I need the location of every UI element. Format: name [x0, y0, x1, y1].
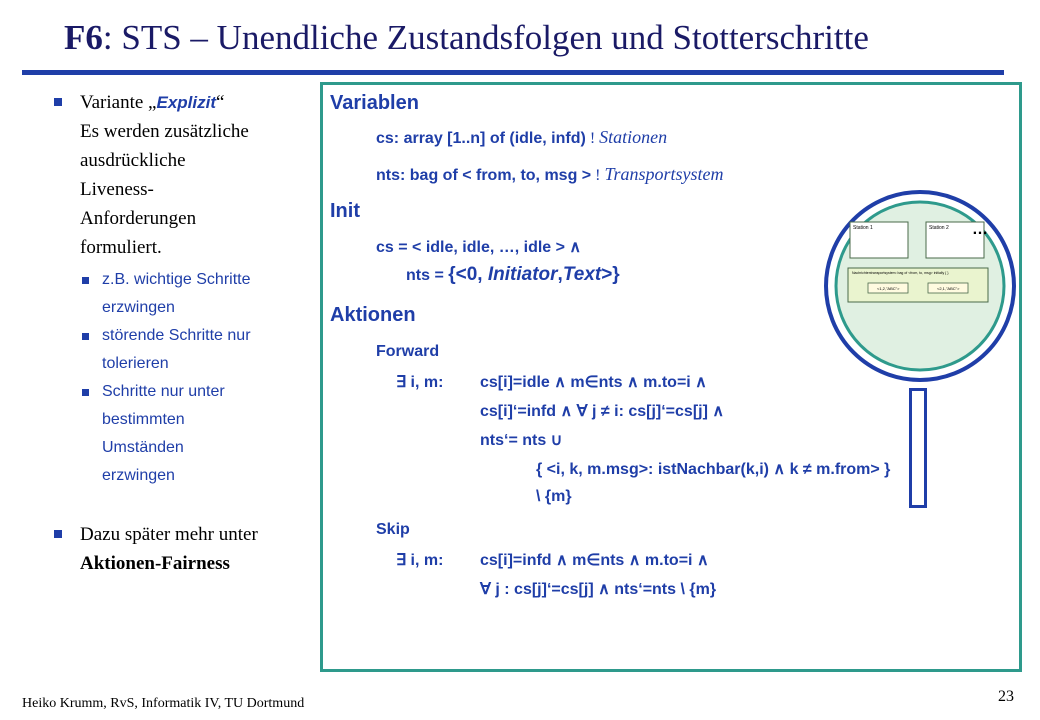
skip-quantifier: ∃ i, m: — [396, 552, 444, 569]
bullet-text-line: Liveness- — [80, 179, 154, 200]
heading-aktionen: Aktionen — [330, 304, 416, 326]
magnifier-icon — [822, 182, 1018, 392]
bullet-dazu-line1: Dazu später mehr unter — [80, 524, 258, 545]
forward-line: cs[i]‘=infd ∧ ∀ j ≠ i: cs[j]‘=cs[j] ∧ — [480, 403, 725, 420]
sub-bullet-list — [80, 266, 316, 490]
slide-title-prefix: F6 — [64, 18, 103, 57]
sub-bullet-item: störende Schritte nur tolerieren — [80, 322, 316, 378]
magnifier-handle — [909, 388, 927, 508]
sub-bullet-item: z.B. wichtige Schritte erzwingen — [80, 266, 316, 322]
message-token: <2,1,"ABC"> — [937, 286, 960, 291]
skip-line: ∀ j : cs[j]‘=cs[j] ∧ nts‘=nts \ {m} — [480, 581, 717, 598]
sub-bullet-item: Schritte nur unter bestimmten Umständen erzwingen — [80, 378, 316, 490]
message-token: <1,2,"ABC"> — [877, 286, 900, 291]
footer-author: Heiko Krumm, RvS, Informatik IV, TU Dortmund — [22, 696, 305, 711]
slide-title — [64, 18, 869, 58]
sub-bullet-square-icon — [82, 333, 89, 340]
heading-variablen: Variablen — [330, 92, 419, 114]
bullet-dazu — [54, 520, 316, 578]
bullet-dazu-line2: Aktionen-Fairness — [80, 553, 230, 574]
forward-line: cs[i]=idle ∧ m∈nts ∧ m.to=i ∧ — [480, 374, 707, 391]
bullet-square-icon — [54, 530, 62, 538]
page-number: 23 — [998, 688, 1014, 705]
bullet-variante-pre: Variante „ — [80, 92, 157, 113]
stations-dots: … — [972, 221, 988, 238]
comment-stationen: Stationen — [599, 127, 668, 147]
forward-line: \ {m} — [536, 488, 572, 505]
forward-line: { <i, k, m.msg>: istNachbar(k,i) ∧ k ≠ m.from> } — [536, 461, 891, 478]
bullet-variante-post: “ — [216, 92, 225, 113]
keyword-explizit: Explizit — [156, 93, 216, 112]
action-skip-label: Skip — [376, 521, 410, 538]
forward-quantifier: ∃ i, m: — [396, 374, 444, 391]
title-underline — [22, 70, 1004, 75]
bullet-text-line: Es werden zusätzliche — [80, 121, 249, 142]
forward-line: nts‘= nts ∪ — [480, 432, 563, 449]
transport-system-label: Nachrichtentransportsystem: bag of <from, to, msg> initially { } — [852, 271, 949, 275]
action-forward-label: Forward — [376, 343, 440, 360]
skip-line: cs[i]=infd ∧ m∈nts ∧ m.to=i ∧ — [480, 552, 709, 569]
sub-bullet-square-icon — [82, 389, 89, 396]
init-nts: nts = {<0, Initiator,Text>} — [406, 264, 620, 285]
bullet-text-line: formuliert. — [80, 237, 162, 258]
var-nts: nts: bag of < from, to, msg > ! Transportsystem — [376, 164, 724, 184]
bullet-variante — [54, 88, 316, 490]
init-cs: cs = < idle, idle, …, idle > ∧ — [376, 239, 582, 256]
bullet-square-icon — [54, 98, 62, 106]
station-2-label: Station 2 — [929, 225, 949, 231]
var-cs: cs: array [1..n] of (idle, infd) ! Stationen — [376, 127, 668, 147]
station-1-label: Station 1 — [853, 225, 873, 231]
comment-transportsystem: Transportsystem — [604, 164, 724, 184]
left-column — [54, 88, 316, 578]
bullet-text-line: ausdrückliche — [80, 150, 186, 171]
sub-bullet-square-icon — [82, 277, 89, 284]
bullet-text-line: Anforderungen — [80, 208, 197, 229]
slide-title-text: : STS – Unendliche Zustandsfolgen und Stotterschritte — [102, 18, 869, 57]
heading-init: Init — [330, 200, 360, 222]
